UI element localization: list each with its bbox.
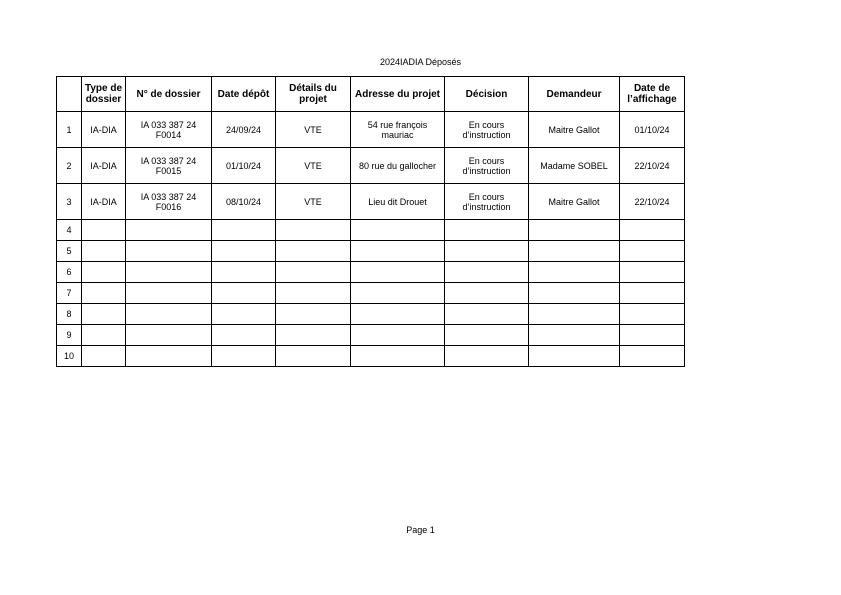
cell-empty [82,220,126,241]
cell-type: IA-DIA [82,148,126,184]
cell-empty [126,241,212,262]
cell-date-depot: 08/10/24 [212,184,276,220]
cell-empty [212,262,276,283]
cell-empty [82,241,126,262]
cell-date-affichage: 22/10/24 [620,148,685,184]
cell-empty [276,241,351,262]
cell-empty [351,241,445,262]
header-adresse: Adresse du projet [351,77,445,112]
table-row [57,262,685,283]
header-decision: Décision [445,77,529,112]
cell-empty [276,346,351,367]
table-row [57,148,685,184]
cell-date-affichage: 01/10/24 [620,112,685,148]
cell-empty [351,346,445,367]
cell-empty [276,283,351,304]
cell-empty [212,325,276,346]
cell-empty [620,304,685,325]
table-row [57,325,685,346]
cell-empty [212,283,276,304]
cell-empty [126,346,212,367]
cell-adresse: 54 rue françois mauriac [351,112,445,148]
cell-date-depot: 24/09/24 [212,112,276,148]
cell-empty [276,304,351,325]
cell-empty [276,220,351,241]
header-demandeur: Demandeur [529,77,620,112]
table-row [57,241,685,262]
row-number: 8 [57,304,82,325]
cell-decision: En cours d’instruction [445,148,529,184]
cell-empty [529,220,620,241]
register-table [56,76,685,367]
cell-empty [212,241,276,262]
cell-demandeur: Maitre Gallot [529,112,620,148]
cell-empty [620,346,685,367]
cell-empty [126,304,212,325]
cell-empty [351,283,445,304]
cell-empty [445,325,529,346]
cell-dossier: IA 033 387 24 F0016 [126,184,212,220]
cell-empty [529,304,620,325]
row-number: 2 [57,148,82,184]
table-row [57,283,685,304]
cell-empty [351,220,445,241]
table-row [57,112,685,148]
cell-empty [620,283,685,304]
header-type: Type de dossier [82,77,126,112]
cell-empty [82,325,126,346]
cell-adresse: Lieu dit Drouet [351,184,445,220]
cell-empty [529,283,620,304]
cell-empty [276,262,351,283]
cell-empty [620,262,685,283]
cell-empty [620,241,685,262]
cell-empty [351,262,445,283]
cell-empty [82,262,126,283]
cell-empty [82,304,126,325]
table-row [57,184,685,220]
cell-empty [445,283,529,304]
cell-empty [82,346,126,367]
cell-empty [529,241,620,262]
table-row [57,304,685,325]
document-title: 2024IADIA Déposés [379,57,462,67]
row-number: 1 [57,112,82,148]
cell-empty [620,220,685,241]
cell-dossier: IA 033 387 24 F0014 [126,112,212,148]
cell-decision: En cours d’instruction [445,184,529,220]
header-details: Détails du projet [276,77,351,112]
cell-decision: En cours d’instruction [445,112,529,148]
cell-empty [445,346,529,367]
table-row [57,220,685,241]
cell-empty [529,325,620,346]
cell-empty [212,304,276,325]
cell-empty [276,325,351,346]
header-date-affichage: Date de l’affichage [620,77,685,112]
cell-empty [620,325,685,346]
row-number: 5 [57,241,82,262]
table-row [57,346,685,367]
cell-demandeur: Madame SOBEL [529,148,620,184]
cell-adresse: 80 rue du gallocher [351,148,445,184]
cell-type: IA-DIA [82,112,126,148]
cell-empty [445,241,529,262]
row-number: 10 [57,346,82,367]
cell-empty [445,304,529,325]
page-number: Page 1 [406,525,435,535]
header-num [57,77,82,112]
cell-demandeur: Maitre Gallot [529,184,620,220]
row-number: 9 [57,325,82,346]
row-number: 6 [57,262,82,283]
cell-dossier: IA 033 387 24 F0015 [126,148,212,184]
header-dossier: N° de dossier [126,77,212,112]
row-number: 7 [57,283,82,304]
cell-empty [529,346,620,367]
cell-empty [351,325,445,346]
cell-empty [212,346,276,367]
row-number: 4 [57,220,82,241]
cell-empty [126,325,212,346]
cell-empty [529,262,620,283]
cell-empty [351,304,445,325]
cell-type: IA-DIA [82,184,126,220]
header-date-depot: Date dépôt [212,77,276,112]
cell-empty [445,262,529,283]
cell-details: VTE [276,148,351,184]
cell-empty [126,220,212,241]
cell-date-depot: 01/10/24 [212,148,276,184]
row-number: 3 [57,184,82,220]
cell-empty [126,262,212,283]
cell-empty [126,283,212,304]
cell-date-affichage: 22/10/24 [620,184,685,220]
cell-empty [82,283,126,304]
cell-empty [445,220,529,241]
table-header-row [57,77,685,112]
cell-details: VTE [276,184,351,220]
cell-details: VTE [276,112,351,148]
cell-empty [212,220,276,241]
